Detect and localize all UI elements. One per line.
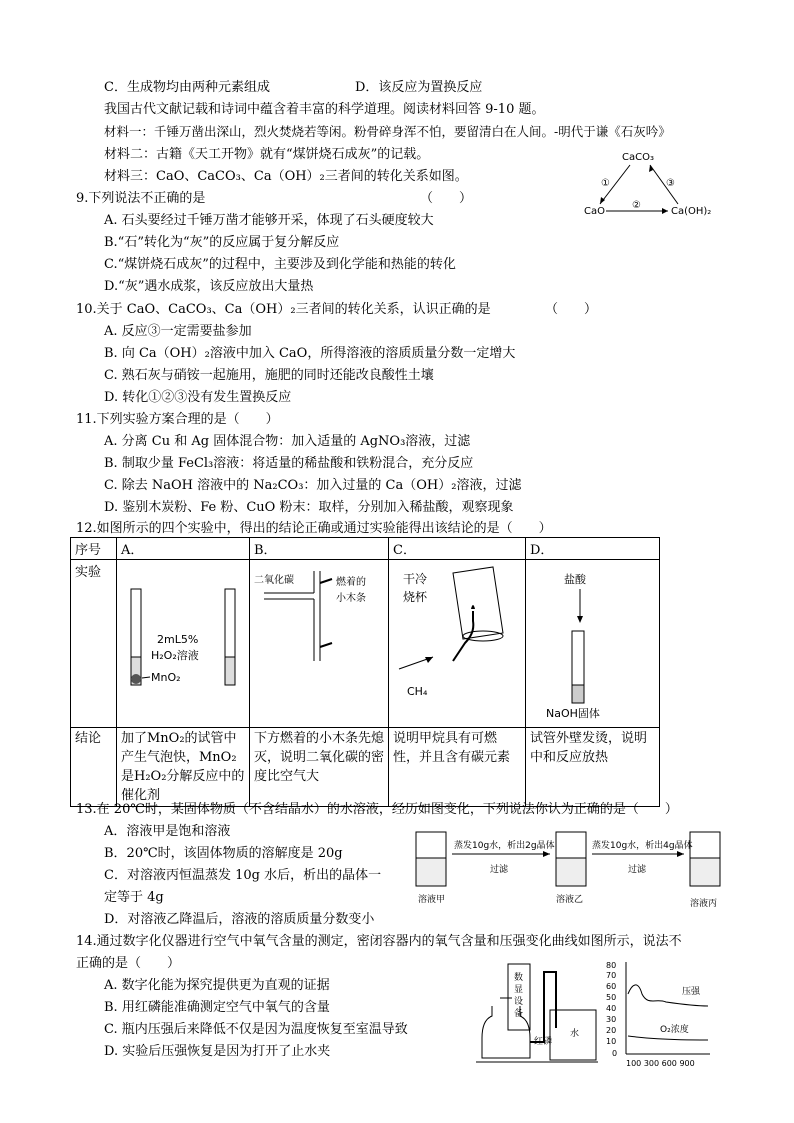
q14-stem-line2: 正确的是（ ） bbox=[76, 956, 181, 971]
q12-stem: 12.如图所示的四个实验中，得出的结论正确或通过实验能得出该结论的是（ ） bbox=[76, 521, 552, 536]
cycle-step-2: ② bbox=[632, 200, 641, 211]
q13-option-a: A．溶液甲是饱和溶液 bbox=[104, 824, 231, 839]
col-header-d: D． bbox=[526, 538, 660, 560]
q9-option-a: A. 石头要经过千锤万凿才能够开采，体现了石头硬度较大 bbox=[104, 213, 434, 228]
q10-option-a: A. 反应③一定需要盐参加 bbox=[104, 324, 252, 339]
q10-option-c: C. 熟石灰与硝铵一起施用，施肥的同时还能改良酸性土壤 bbox=[104, 368, 434, 383]
q8-option-d: D．该反应为置换反应 bbox=[355, 80, 483, 95]
y-tick-30: 30 bbox=[606, 1015, 617, 1024]
experiment-a-figure bbox=[121, 561, 245, 721]
y-tick-50: 50 bbox=[606, 993, 617, 1002]
conversion-cycle-diagram bbox=[578, 148, 718, 226]
fig-a-label-solution: H₂O₂溶液 bbox=[151, 649, 199, 662]
q14-apparatus-figure bbox=[474, 958, 604, 1070]
q12-table bbox=[70, 537, 660, 807]
y-tick-10: 10 bbox=[606, 1037, 617, 1046]
q13-option-d: D．对溶液乙降温后，溶液的溶质质量分数变小 bbox=[104, 912, 375, 927]
col-header-a: A． bbox=[117, 538, 250, 560]
experiment-a-cell bbox=[117, 560, 250, 728]
q14-option-b: B. 用红磷能准确测定空气中氧气的含量 bbox=[104, 1000, 330, 1015]
fig-a-label-mno2: MnO₂ bbox=[151, 671, 181, 684]
q9-option-b: B.“石”转化为“灰”的反应属于复分解反应 bbox=[104, 235, 340, 250]
cycle-step-3: ③ bbox=[666, 178, 675, 189]
fig-b-label-stick: 小木条 bbox=[336, 593, 366, 604]
q10-option-d: D. 转化①②③没有发生置换反应 bbox=[104, 390, 292, 405]
o2-label: O₂浓度 bbox=[660, 1025, 689, 1035]
q14-water-label: 水 bbox=[570, 1029, 580, 1039]
q11-option-b: B. 制取少量 FeCl₃溶液：将适量的稀盐酸和铁粉混合，充分反应 bbox=[104, 456, 474, 471]
row-label-conclusion: 结论 bbox=[71, 728, 117, 807]
intro-text: 我国古代文献记载和诗词中蕴含着丰富的科学道理。阅读材料回答 9-10 题。 bbox=[104, 102, 545, 117]
x-ticks: 100 300 600 900 bbox=[626, 1059, 695, 1068]
q13-solution-b: 溶液乙 bbox=[556, 895, 584, 905]
cycle-top-label: CaCO₃ bbox=[622, 152, 654, 163]
cycle-left-label: CaO bbox=[584, 206, 605, 217]
q14-stem-line1: 14.通过数字化仪器进行空气中氧气含量的测定，密闭容器内的氧气含量和压强变化曲线如图所示，说法不 bbox=[76, 934, 682, 949]
fig-d-label-acid: 盐酸 bbox=[564, 573, 586, 586]
q8-option-c: C．生成物均由两种元素组成 bbox=[104, 80, 270, 95]
y-tick-40: 40 bbox=[606, 1004, 617, 1013]
conclusion-b: 下方燃着的小木条先熄灭，说明二氧化碳的密度比空气大 bbox=[250, 728, 389, 807]
q13-step1-filter: 过滤 bbox=[490, 865, 509, 875]
y-tick-0: 0 bbox=[612, 1049, 618, 1058]
q10-option-b: B. 向 Ca（OH）₂溶液中加入 CaO，所得溶液的溶质质量分数一定增大 bbox=[104, 346, 516, 361]
experiment-c-figure bbox=[393, 561, 521, 721]
q14-option-c: C. 瓶内压强后来降低不仅是因为温度恢复至室温导致 bbox=[104, 1022, 408, 1037]
q14-curve-chart bbox=[604, 958, 714, 1070]
q13-solution-c: 溶液丙 bbox=[690, 899, 718, 909]
material-2: 材料二：古籍《天工开物》就有“煤饼烧石成灰”的记载。 bbox=[104, 147, 430, 162]
experiment-b-figure bbox=[254, 561, 384, 721]
q9-paren: （ ） bbox=[420, 191, 473, 206]
y-tick-80: 80 bbox=[606, 961, 617, 970]
fig-d-label-naoh: NaOH固体 bbox=[546, 707, 600, 720]
y-tick-60: 60 bbox=[606, 982, 617, 991]
q10-paren: （ ） bbox=[545, 302, 598, 317]
fig-b-label-burning: 燃着的 bbox=[336, 577, 366, 588]
q10-stem: 10.关于 CaO、CaCO₃、Ca（OH）₂三者间的转化关系，认识正确的是 bbox=[76, 302, 491, 317]
material-1: 材料一：千锤万凿出深山，烈火焚烧若等闲。粉骨碎身浑不怕，要留清白在人间。-明代于谦《石灰吟》 bbox=[104, 124, 671, 139]
fig-c-label-ch4: CH₄ bbox=[407, 685, 428, 698]
col-header-b: B． bbox=[250, 538, 389, 560]
conclusion-a: 加了MnO₂的试管中产生气泡快，MnO₂是H₂O₂分解反应中的催化剂 bbox=[117, 728, 250, 807]
fig-c-label-dry: 干冷 bbox=[403, 572, 428, 586]
fig-a-label-volume: 2mL5% bbox=[157, 633, 199, 646]
conclusion-d: 试管外壁发烫，说明中和反应放热 bbox=[526, 728, 660, 807]
q13-step2-filter: 过滤 bbox=[628, 865, 647, 875]
experiment-c-cell bbox=[389, 560, 526, 728]
y-tick-20: 20 bbox=[606, 1026, 617, 1035]
pressure-label: 压强 bbox=[682, 987, 701, 997]
col-header-c: C． bbox=[389, 538, 526, 560]
experiment-b-cell bbox=[250, 560, 389, 728]
q14-option-d: D. 实验后压强恢复是因为打开了止水夹 bbox=[104, 1044, 331, 1059]
q11-option-a: A. 分离 Cu 和 Ag 固体混合物：加入适量的 AgNO₃溶液，过滤 bbox=[104, 434, 471, 449]
q13-option-b: B．20℃时，该固体物质的溶解度是 20g bbox=[104, 846, 343, 861]
q9-option-d: D.“灰”遇水成浆，该反应放出大量热 bbox=[104, 279, 314, 294]
q13-step1-label: 蒸发10g水，析出2g晶体 bbox=[454, 841, 555, 851]
fig-c-label-beaker: 烧杯 bbox=[403, 590, 428, 604]
cycle-right-label: Ca(OH)₂ bbox=[671, 206, 712, 217]
q9-option-c: C.“煤饼烧石成灰”的过程中，主要涉及到化学能和热能的转化 bbox=[104, 257, 456, 272]
q13-option-c-line2: 定等于 4g bbox=[104, 890, 164, 905]
experiment-d-cell bbox=[526, 560, 660, 728]
q13-step2-label: 蒸发10g水，析出4g晶体 bbox=[592, 841, 693, 851]
conclusion-c: 说明甲烷具有可燃性，并且含有碳元素 bbox=[389, 728, 526, 807]
q13-option-c-line1: C．对溶液丙恒温蒸发 10g 水后，析出的晶体一 bbox=[104, 868, 382, 883]
q11-stem: 11.下列实验方案合理的是（ ） bbox=[76, 412, 279, 427]
q14-option-a: A. 数字化能为探究提供更为直观的证据 bbox=[104, 978, 330, 993]
q11-option-d: D. 鉴别木炭粉、Fe 粉、CuO 粉末：取样，分别加入稀盐酸，观察现象 bbox=[104, 500, 514, 515]
row-label-experiment: 实验 bbox=[71, 560, 117, 728]
material-3: 材料三：CaO、CaCO₃、Ca（OH）₂三者间的转化关系如图。 bbox=[104, 169, 468, 184]
q14-device-label: 数显设备 bbox=[514, 973, 524, 1019]
q13-stem: 13.在 20℃时，某固体物质（不含结晶水）的水溶液，经历如图变化，下列说法你认为正确的是（ ） bbox=[76, 802, 678, 817]
col-header-index: 序号 bbox=[71, 538, 117, 560]
y-tick-70: 70 bbox=[606, 971, 617, 980]
q14-phosphorus-label: 红磷 bbox=[534, 1037, 553, 1047]
q9-stem: 9.下列说法不正确的是 bbox=[76, 191, 206, 206]
q11-option-c: C. 除去 NaOH 溶液中的 Na₂CO₃：加入过量的 Ca（OH）₂溶液，过滤 bbox=[104, 478, 522, 493]
q13-solution-a: 溶液甲 bbox=[418, 895, 446, 905]
o2-curve bbox=[628, 1036, 708, 1040]
experiment-d-figure bbox=[530, 561, 650, 721]
cycle-step-1: ① bbox=[601, 178, 610, 189]
q13-evaporation-figure bbox=[412, 828, 724, 910]
fig-b-label-co2: 二氧化碳 bbox=[254, 575, 294, 586]
